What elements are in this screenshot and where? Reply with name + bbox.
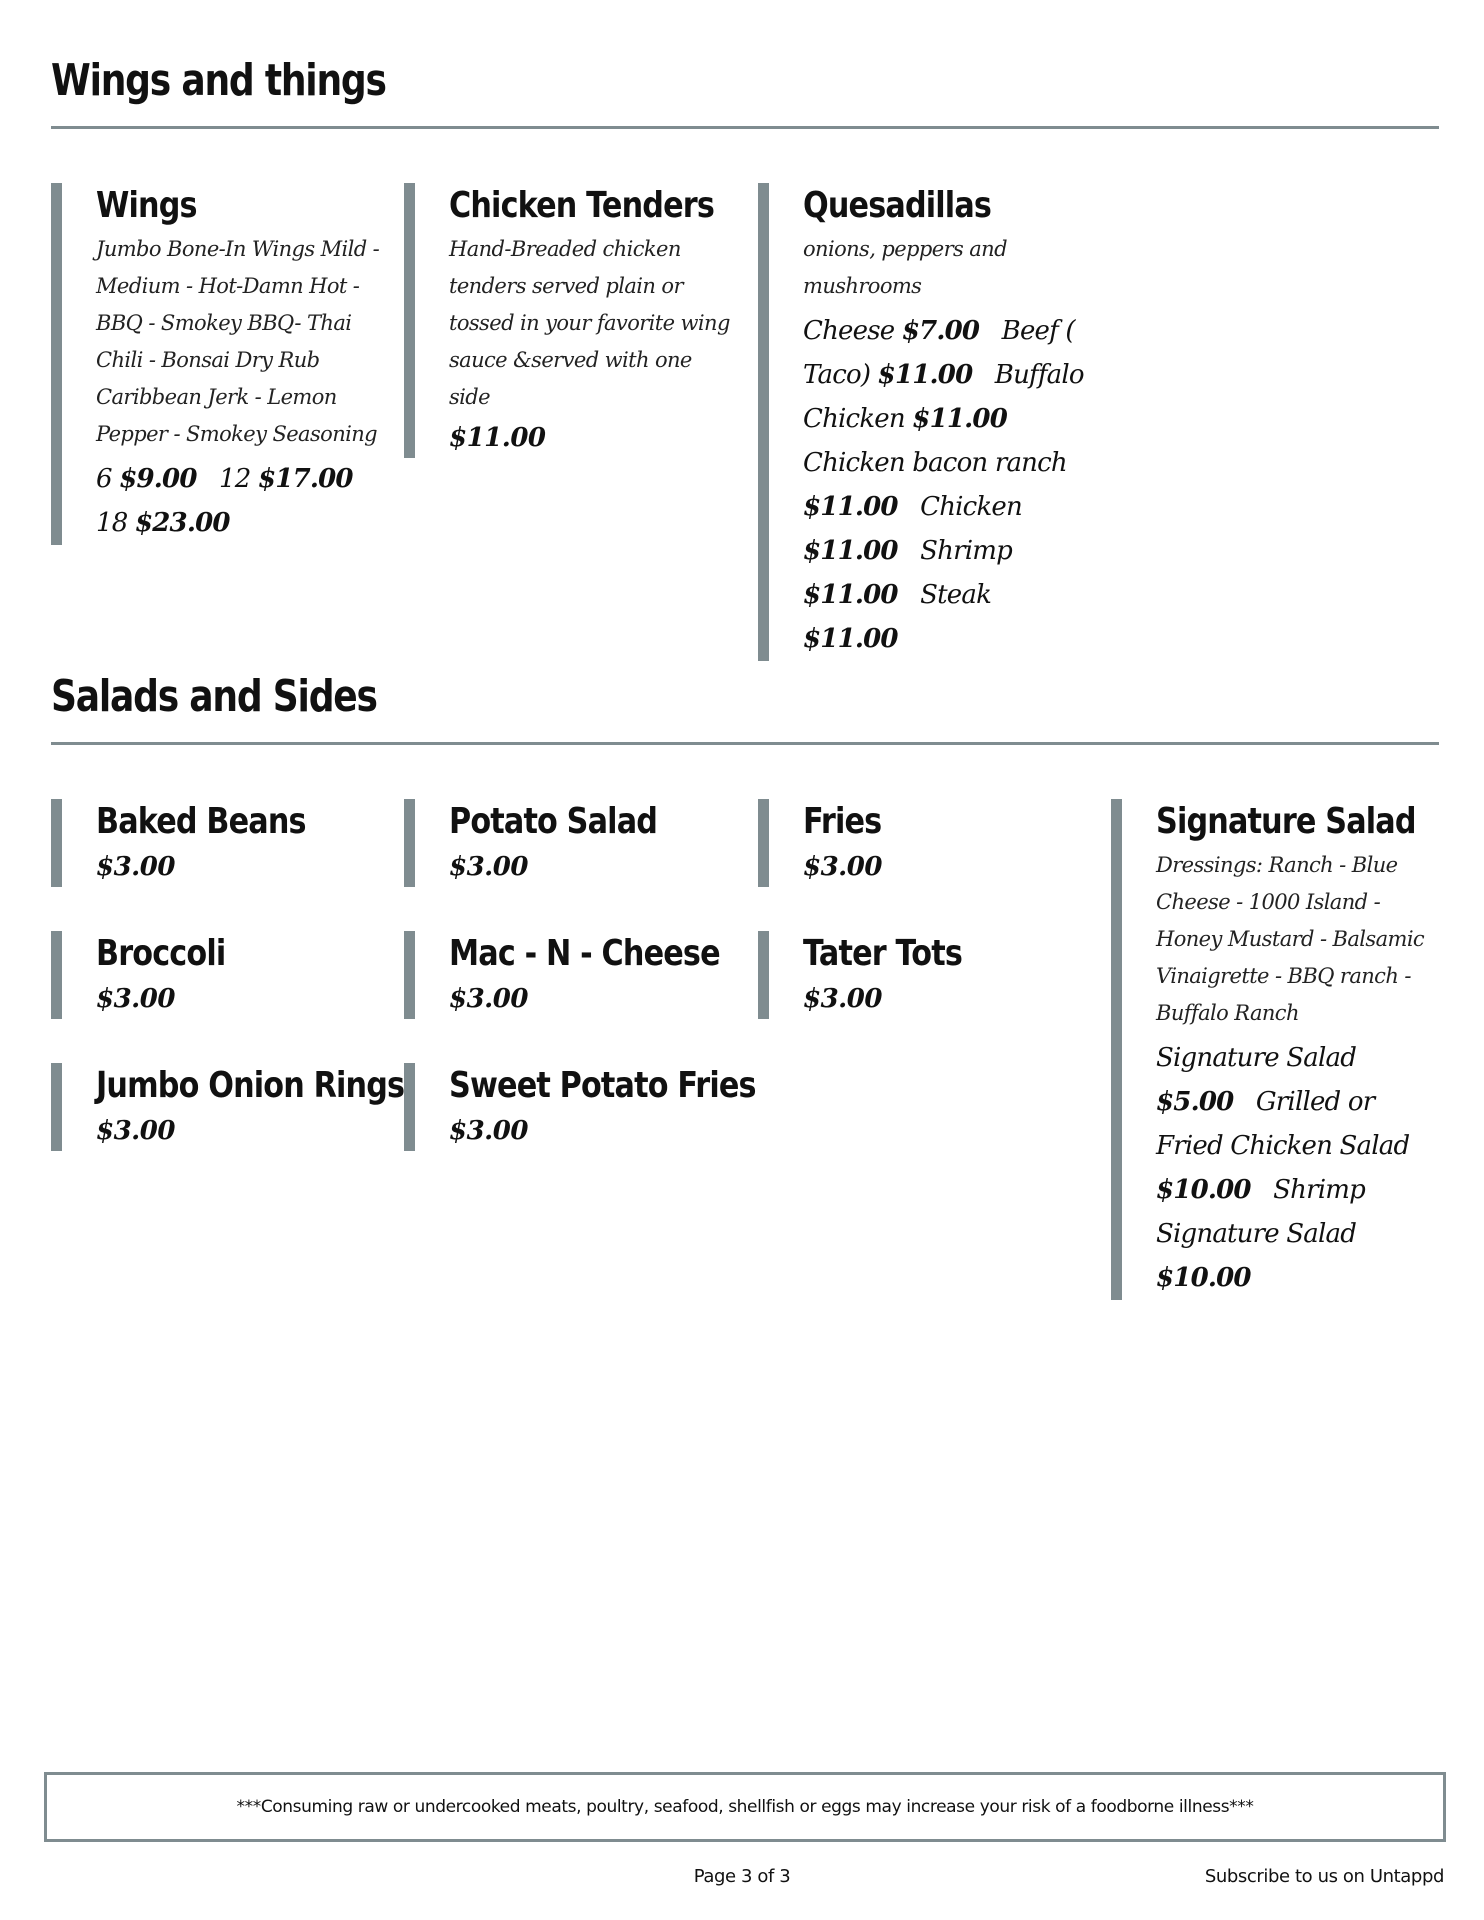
item-price: $3.00 [803, 852, 882, 882]
item-price: $3.00 [803, 984, 882, 1014]
item-description: Jumbo Bone-In Wings Mild - Medium - Hot-Damn Hot - BBQ - Smokey BBQ- Thai Chili - Bonsai Dry Rub Caribbean Jerk - Lemon Pepper - Smokey Seasoning [96, 237, 380, 446]
menu-item-broccoli [51, 931, 381, 1019]
menu-item-mac-n-cheese [404, 931, 734, 1019]
price-value: $9.00 [119, 464, 197, 494]
item-description: onions, peppers and mushrooms [803, 237, 1007, 298]
price-label: 12 [219, 464, 251, 494]
item-name: Baked Beans [96, 801, 306, 842]
price-value: $17.00 [258, 464, 353, 494]
price-label: Shrimp Signature Salad [1156, 1175, 1365, 1249]
price-label: Steak [920, 580, 992, 610]
item-prices [96, 457, 381, 545]
item-name: Fries [803, 801, 882, 842]
price-value: $11.00 [803, 536, 898, 566]
item-price: $11.00 [449, 423, 546, 453]
price-label: Signature Salad [1156, 1043, 1357, 1073]
menu-item-fries [758, 799, 1088, 887]
price-value: $11.00 [912, 404, 1007, 434]
item-name: Wings [96, 185, 197, 226]
item-name: Quesadillas [803, 185, 992, 226]
price-label: Chicken [920, 492, 1022, 522]
item-name: Mac - N - Cheese [449, 933, 720, 974]
item-price: $3.00 [96, 984, 175, 1014]
item-description: Hand-Breaded chicken tenders served plain or tossed in your favorite wing sauce &served with one side [449, 237, 730, 409]
price-label: Beef ( Taco) [803, 316, 1075, 390]
menu-item-jumbo-onion-rings [51, 1063, 405, 1151]
price-label: Chicken bacon ranch [803, 448, 1067, 478]
price-label: Grilled or Fried Chicken Salad [1156, 1087, 1410, 1161]
price-value: $11.00 [877, 360, 973, 390]
section-title-wings-and-things: Wings and things [51, 55, 386, 106]
item-price: $3.00 [449, 984, 528, 1014]
item-name: Potato Salad [449, 801, 658, 842]
item-prices [1156, 1036, 1446, 1300]
item-prices [803, 309, 1088, 661]
price-label: Buffalo Chicken [803, 360, 1084, 434]
menu-item-baked-beans [51, 799, 381, 887]
section-divider [51, 742, 1439, 745]
menu-item-wings [51, 183, 381, 545]
price-value: $10.00 [1156, 1263, 1251, 1293]
menu-item-potato-salad [404, 799, 734, 887]
page-number: Page 3 of 3 [693, 1866, 791, 1887]
item-description: Dressings: Ranch - Blue Cheese - 1000 Island - Honey Mustard - Balsamic Vinaigrette - BBQ ranch - Buffalo Ranch [1156, 853, 1425, 1025]
section-title-salads-and-sides: Salads and Sides [51, 671, 377, 722]
menu-item-signature-salad [1111, 799, 1446, 1300]
item-name: Signature Salad [1156, 801, 1416, 842]
price-value: $10.00 [1156, 1175, 1251, 1205]
item-price: $3.00 [96, 1116, 175, 1146]
price-value: $11.00 [803, 624, 898, 654]
item-price: $3.00 [449, 852, 528, 882]
item-name: Chicken Tenders [449, 185, 714, 226]
item-name: Sweet Potato Fries [449, 1065, 756, 1106]
item-name: Broccoli [96, 933, 226, 974]
price-label: Cheese [803, 316, 895, 346]
price-value: $5.00 [1156, 1087, 1234, 1117]
untappd-subscribe-link[interactable]: Subscribe to us on Untappd [1204, 1866, 1444, 1887]
item-price: $3.00 [96, 852, 175, 882]
allergy-notice [44, 1772, 1446, 1842]
item-price: $3.00 [449, 1116, 528, 1146]
price-value: $11.00 [803, 580, 898, 610]
section-divider [51, 126, 1439, 129]
menu-item-quesadillas [758, 183, 1088, 661]
price-value: $23.00 [134, 508, 230, 538]
menu-item-sweet-potato-fries [404, 1063, 756, 1151]
price-label: Shrimp [920, 536, 1012, 566]
price-label: 18 [96, 508, 128, 538]
item-name: Jumbo Onion Rings [96, 1065, 405, 1106]
menu-item-tater-tots [758, 931, 1088, 1019]
price-label: 6 [96, 464, 112, 494]
menu-item-chicken-tenders [404, 183, 734, 458]
price-value: $7.00 [901, 316, 980, 346]
price-value: $11.00 [803, 492, 898, 522]
allergy-notice-text: ***Consuming raw or undercooked meats, poultry, seafood, shellfish or eggs may increase your risk of a foodborne illness*** [236, 1797, 1254, 1817]
item-name: Tater Tots [803, 933, 962, 974]
